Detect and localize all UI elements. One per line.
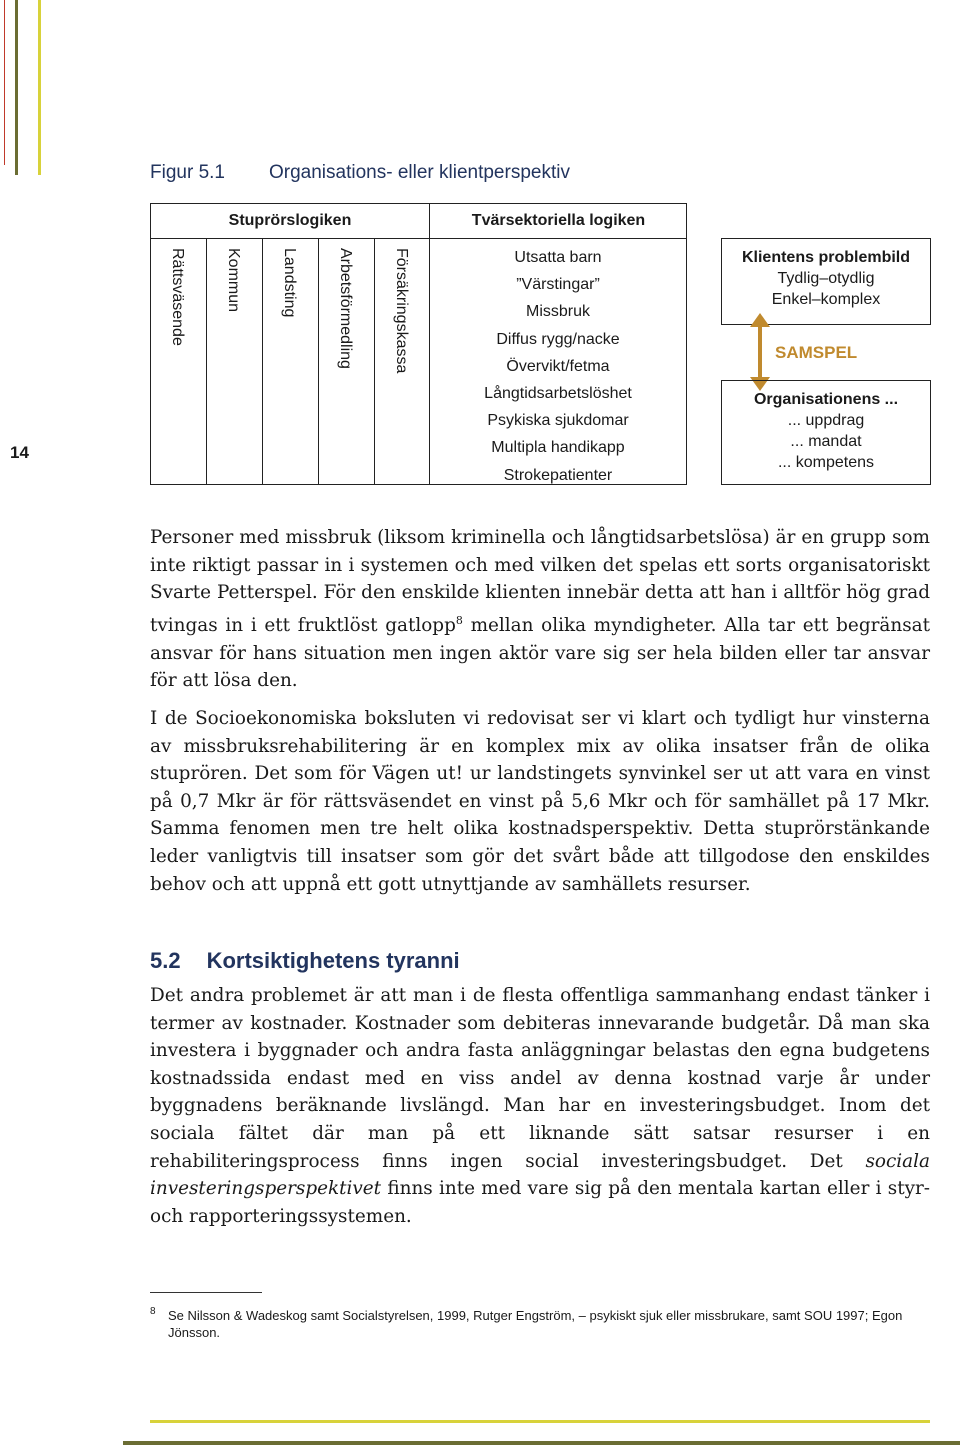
org-kommun: Kommun xyxy=(225,248,242,313)
list-item: ”Värstingar” xyxy=(516,276,600,294)
samspel-label: SAMSPEL xyxy=(775,343,858,362)
list-item: Strokepatienter xyxy=(503,466,613,484)
org-forsakringskassa: Försäkringskassa xyxy=(393,248,410,374)
header-tvarsektoriella: Tvärsektoriella logiken xyxy=(471,212,646,229)
org-box-line: ... uppdrag xyxy=(787,412,865,429)
figure-caption xyxy=(150,162,570,184)
list-item: Diffus rygg/nacke xyxy=(496,330,620,348)
column-divider xyxy=(206,238,207,484)
organisation-box xyxy=(721,380,931,485)
client-box-line: Tydlig–otydlig xyxy=(777,270,875,287)
bottom-yellow-rule xyxy=(150,1420,930,1423)
footnote-rule xyxy=(150,1292,262,1293)
footnote-mark: 8 xyxy=(150,1306,156,1317)
list-item: Missbruk xyxy=(525,303,590,321)
section-number: 5.2 xyxy=(150,948,181,973)
paragraph-2: I de Socioekonomiska boksluten vi redovisat ser vi klart och tydligt hur vinsterna av missbruksrehabilitering är en komplex mix av olika insatser från de olika stuprören. Det som för Vägen ut! ur landstingets synvinkel ser ut att vara en vinst på 0,7 Mkr är för rättsväsendet en vinst på 5,6 Mkr och för samhället på 17 Mkr. Samma fenomen men tre helt olika kostnadsperspektiv. Detta stuprörstänkande leder vanligtvis till insatser som gör det svårt både att tillgodose den enskildes behov och att uppnå ett gott utnyttjande av samhällets resurser. xyxy=(150,708,930,895)
client-box-line: Enkel–komplex xyxy=(771,291,881,308)
client-problem-box xyxy=(721,238,931,325)
figure-title: Organisations- eller klientperspektiv xyxy=(268,162,570,183)
footnote-reference[interactable]: 8 xyxy=(455,613,463,627)
org-arbetsformedling: Arbetsförmedling xyxy=(337,248,354,369)
org-rattsvasende: Rättsväsende xyxy=(169,248,186,346)
top-olive-rule xyxy=(15,0,18,175)
column-divider xyxy=(262,238,263,484)
paragraph-1: Personer med missbruk (liksom kriminella och långtidsarbetslösa) är en grupp som inte riktigt passar in i systemen och med vilken det spelas ett sorts organisatoriskt Svarte Petterspel. För den enskilde klienten innebär detta att han i alltför hög grad tvingas in i ett fruktlöst gatlopp$^8$ mellan olika myndigheter. Alla tar ett begränsat ansvar för hans situation men ingen aktör vare sig ser hela bilden eller tar ansvar för att lösa den. xyxy=(150,527,930,692)
client-box-title: Klientens problembild xyxy=(741,249,910,266)
column-divider xyxy=(318,238,319,484)
top-red-rule xyxy=(4,0,5,165)
list-item: Psykiska sjukdomar xyxy=(487,412,629,430)
header-stuprorslogiken: Stuprörslogiken xyxy=(228,212,352,229)
section-title: Kortsiktighetens tyranni xyxy=(206,948,460,973)
section-heading xyxy=(150,948,460,974)
list-item: Övervikt/fetma xyxy=(506,357,610,375)
list-item: Utsatta barn xyxy=(514,249,602,266)
page-number: 14 xyxy=(10,443,29,462)
org-box-title: Organisationens ... xyxy=(753,391,899,408)
figure-number: Figur 5.1 xyxy=(150,162,225,183)
paragraph-3: Det andra problemet är att man i de flesta offentliga sammanhang endast tänker i termer av kostnader. Kostnader som debiteras innevarande budgetår. Då man ska investera i byggnader och andra fasta anläggningar belastas den egna budgetens kostnadssida endast med en viss andel av denna kostnad varje år under byggnadens beräknande livslängd. Man har en investeringsbudget. Inom det sociala fältet där man på ett liknande sätt satsar resurser i en rehabiliteringsprocess finns ingen social investeringsbudget. Det sociala investeringsperspektivet finns inte med vare sig på den mentala kartan eller i styr- och rapporteringssystemen. xyxy=(150,985,930,1227)
footnote-text: Se Nilsson & Wadeskog samt Socialstyrelsen, 1999, Rutger Engström, – psykiskt sjuk eller missbrukare, samt SOU 1997; Egon Jönsson. xyxy=(168,1308,903,1340)
top-yellow-rule xyxy=(38,0,41,175)
condition-list xyxy=(430,244,686,489)
column-divider xyxy=(374,238,375,484)
org-box-line: ... kompetens xyxy=(777,454,875,471)
org-box-line: ... mandat xyxy=(790,433,862,450)
list-item: Långtidsarbetslöshet xyxy=(484,385,632,403)
bottom-olive-rule xyxy=(123,1441,960,1445)
org-landsting: Landsting xyxy=(281,248,298,318)
list-item: Multipla handikapp xyxy=(491,439,625,457)
